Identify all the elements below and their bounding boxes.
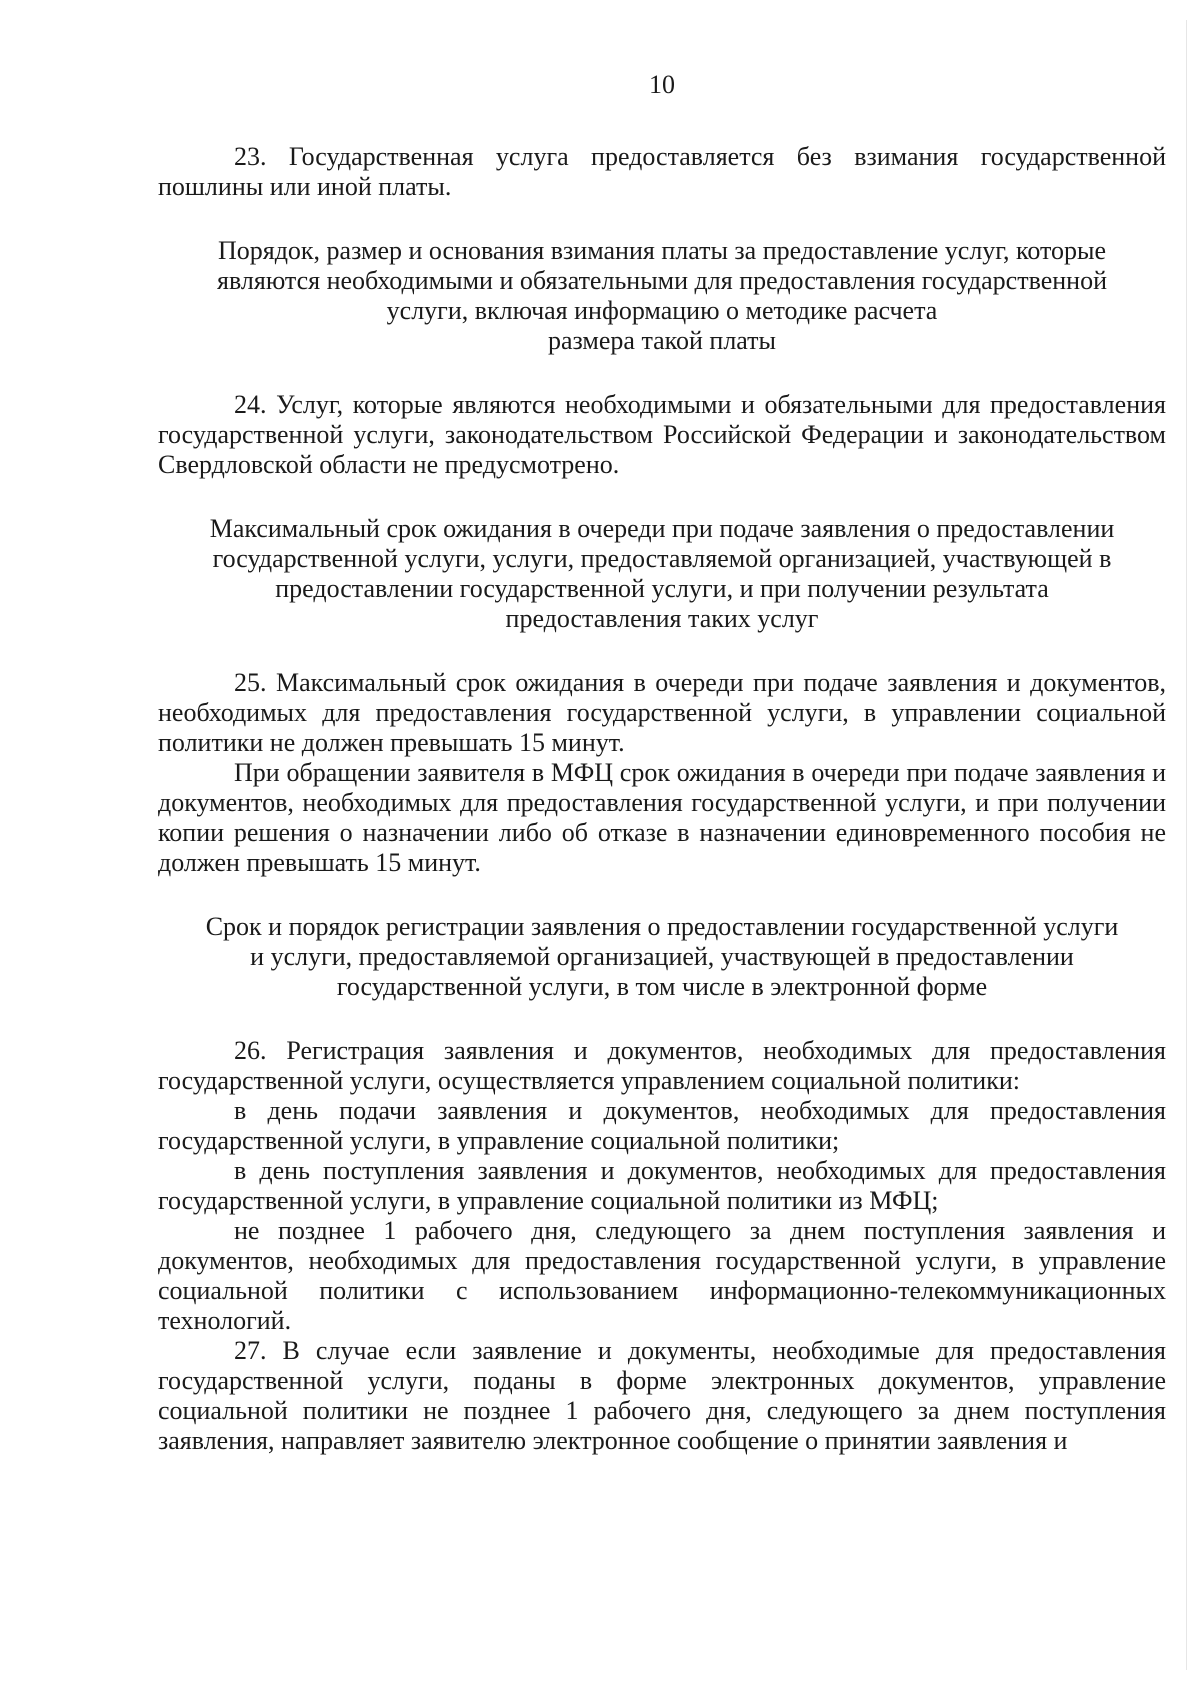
document-page: [158, 70, 1166, 1456]
section-heading-waiting-time: [158, 514, 1166, 634]
heading-line: Срок и порядок регистрации заявления о предоставлении государственной услуги: [205, 912, 1119, 941]
heading-line: предоставлении государственной услуги, и при получении результата: [275, 574, 1049, 603]
heading-line: предоставления таких услуг: [505, 604, 819, 633]
section-heading-fees: [158, 236, 1166, 356]
paragraph-26-item-2: в день поступления заявления и документов, необходимых для предоставления государственной услуги, в управление социальной политики из МФЦ;: [158, 1156, 1166, 1215]
paragraph-26: 26. Регистрация заявления и документов, необходимых для предоставления государственной услуги, осуществляется управлением социальной политики:: [158, 1036, 1166, 1095]
section-heading-registration: [158, 912, 1166, 1002]
heading-line: Максимальный срок ожидания в очереди при подаче заявления о предоставлении: [209, 514, 1115, 543]
heading-line: размера такой платы: [547, 326, 776, 355]
heading-line: государственной услуги, в том числе в электронной форме: [336, 972, 988, 1001]
heading-line: Порядок, размер и основания взимания платы за предоставление услуг, которые: [217, 236, 1107, 265]
heading-line: государственной услуги, услуги, предоставляемой организацией, участвующей в: [212, 544, 1112, 573]
page-edge-line: [1186, 20, 1187, 1670]
paragraph-25-mfc: При обращении заявителя в МФЦ срок ожидания в очереди при подаче заявления и документов, необходимых для предоставления государственной услуги, и при получении копии решения о назначении либо об отказе в назначении единовременного пособия не должен превышать 15 минут.: [158, 758, 1166, 877]
paragraph-26-item-1: в день подачи заявления и документов, необходимых для предоставления государственной услуги, в управление социальной политики;: [158, 1096, 1166, 1155]
paragraph-23: 23. Государственная услуга предоставляется без взимания государственной пошлины или иной платы.: [158, 142, 1166, 201]
paragraph-26-item-3: не позднее 1 рабочего дня, следующего за днем поступления заявления и документов, необходимых для предоставления государственной услуги, в управление социальной политики с использованием информационно-телекоммуникационных технологий.: [158, 1216, 1166, 1335]
paragraph-24: 24. Услуг, которые являются необходимыми и обязательными для предоставления государственной услуги, законодательством Российской Федерации и законодательством Свердловской области не предусмотрено.: [158, 390, 1166, 479]
page-number: 10: [649, 70, 675, 99]
paragraph-25: 25. Максимальный срок ожидания в очереди при подаче заявления и документов, необходимых для предоставления государственной услуги, в управлении социальной политики не должен превышать 15 минут.: [158, 668, 1166, 757]
heading-line: являются необходимыми и обязательными для предоставления государственной: [217, 266, 1107, 295]
heading-line: и услуги, предоставляемой организацией, участвующей в предоставлении: [250, 942, 1074, 971]
heading-line: услуги, включая информацию о методике расчета: [386, 296, 938, 325]
paragraph-27: 27. В случае если заявление и документы, необходимые для предоставления государственной услуги, поданы в форме электронных документов, управление социальной политики не позднее 1 рабочего дня, следующего за днем поступления заявления, направляет заявителю электронное сообщение о принятии заявления и: [158, 1336, 1166, 1455]
